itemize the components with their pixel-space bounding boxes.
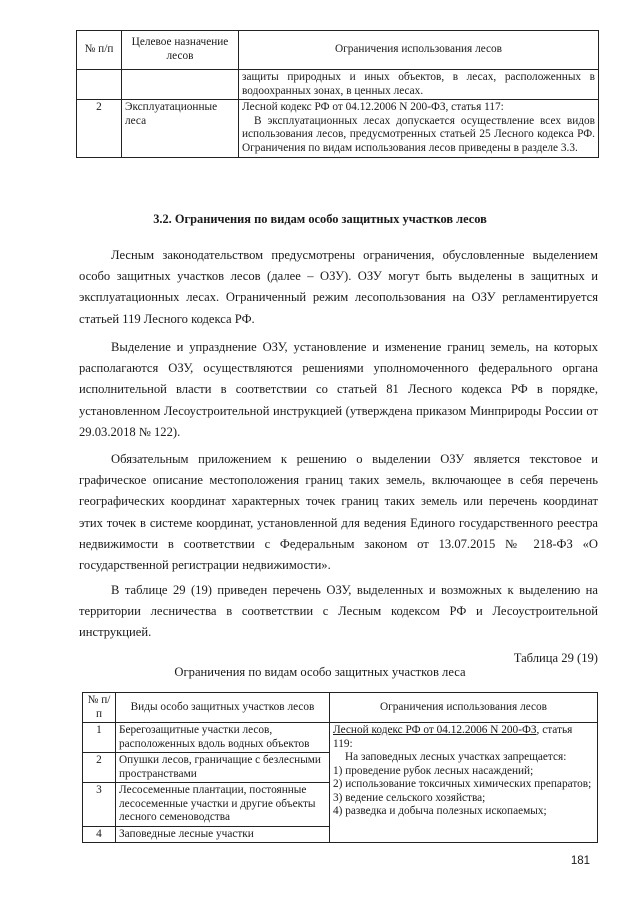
restriction-intro: На заповедных лесных участках запрещается: — [345, 751, 567, 763]
header-kind: Виды особо защитных участков лесов — [116, 693, 330, 723]
paragraph-4: В таблице 29 (19) приведен перечень ОЗУ, выделенных и возможных к выделению на территории лесничества в соответствии с Лесным кодексом РФ и Лесоустроительной инструкцией. — [79, 583, 598, 640]
header-restrictions: Ограничения использования лесов — [330, 693, 598, 723]
row-num: 4 — [83, 826, 116, 843]
continued-text: защиты природных и иных объектов, в лесах, расположенных в водоохранных зонах, в ценных лесах. — [239, 70, 599, 100]
forest-purpose-table — [76, 30, 599, 158]
table-row — [77, 70, 599, 100]
restriction-item: 2) использование токсичных химических препаратов; — [333, 778, 592, 790]
row-num: 1 — [83, 723, 116, 753]
table-header-row — [77, 31, 599, 70]
restriction-text: В эксплуатационных лесах допускается осуществление всех видов использования лесов, предусмотренных статьей 25 Лесного кодекса РФ. Ограничения по видам использования лесов приведены в разделе 3.3. — [242, 114, 595, 154]
row-restrictions — [239, 100, 599, 157]
paragraph-3: Обязательным приложением к решению о выделении ОЗУ является текстовое и графическое описание местоположения границ таких земель, включающее в себя перечень географических координат характерных точек границ таких земель или перечень координат этих точек в системе координат, установленной для ведения Единого государственного реестра недвижимости в соответствии с Федеральным законом от 13.07.2015 № 218-ФЗ «О государственной регистрации недвижимости». — [79, 452, 598, 573]
protective-areas-table — [82, 692, 598, 843]
row-kind: Лесосеменные плантации, постоянные лесосеменные участки и другие объекты лесного семеноводства — [116, 783, 330, 827]
row-num: 2 — [83, 753, 116, 783]
row-kind: Опушки лесов, граничащие с безлесными пространствами — [116, 753, 330, 783]
header-num: № п/п — [83, 693, 116, 723]
section-heading: 3.2. Ограничения по видам особо защитных участков лесов — [153, 212, 487, 226]
law-reference: Лесной кодекс РФ от 04.12.2006 N 200-ФЗ, статья 119: — [333, 724, 573, 750]
row-kind: Заповедные лесные участки — [116, 826, 330, 843]
table-row — [77, 100, 599, 157]
law-link: Лесной кодекс РФ от 04.12.2006 N 200-ФЗ — [333, 724, 537, 736]
page-number: 181 — [570, 855, 590, 867]
restrictions-cell — [330, 723, 598, 843]
row-num: 2 — [77, 100, 122, 157]
table-header-row — [83, 693, 598, 723]
header-restrictions: Ограничения использования лесов — [239, 31, 599, 70]
restriction-item: 3) ведение сельского хозяйства; — [333, 791, 486, 804]
table-number: Таблица 29 (19) — [513, 651, 598, 665]
restriction-item: 4) разведка и добыча полезных ископаемых; — [333, 805, 547, 817]
header-num: № п/п — [77, 31, 122, 70]
header-purpose: Целевое назначение лесов — [122, 31, 239, 70]
row-purpose: Эксплуатационные леса — [122, 100, 239, 157]
paragraph-2: Выделение и упразднение ОЗУ, установление и изменение границ земель, на которых располагаются ОЗУ, осуществляются решениями уполномоченного федерального органа исполнительной власти в соответствии со статьей 81 Лесного кодекса РФ в порядке, установленном Лесоустроительной инструкцией (утверждена приказом Минприроды России от 29.03.2018 № 122). — [79, 340, 598, 439]
law-reference: Лесной кодекс РФ от 04.12.2006 N 200-ФЗ, статья 117: — [242, 101, 504, 114]
table-row — [83, 723, 598, 753]
row-kind: Берегозащитные участки лесов, расположенных вдоль водных объектов — [116, 723, 330, 753]
table-caption: Ограничения по видам особо защитных участков леса — [174, 665, 466, 679]
row-num: 3 — [83, 783, 116, 827]
restriction-item: 1) проведение рубок лесных насаждений; — [333, 764, 534, 777]
paragraph-1: Лесным законодательством предусмотрены ограничения, обусловленные выделением особо защитных участков лесов (далее – ОЗУ). ОЗУ могут быть выделены в защитных и эксплуатационных лесах. Ограниченный режим лесопользования на ОЗУ регламентируется статьей 119 Лесного кодекса РФ. — [79, 248, 598, 326]
